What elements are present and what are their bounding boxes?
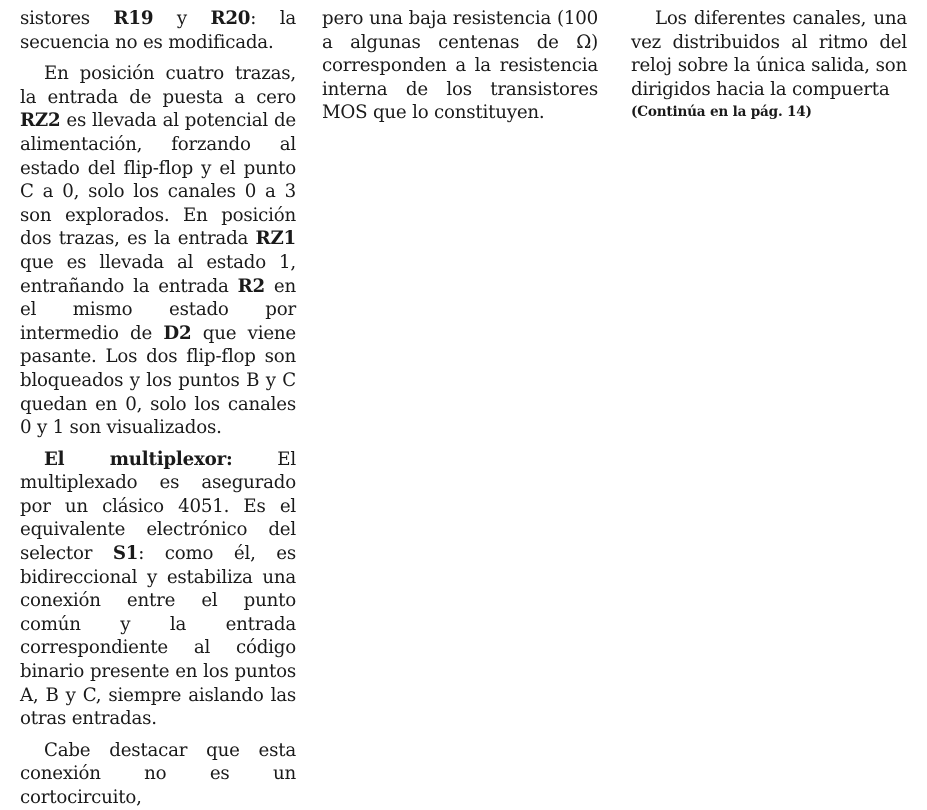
text-run: y (153, 8, 211, 29)
continued-on-page-note: (Continúa en la pág. 14) (631, 104, 812, 121)
bold-term: R2 (237, 275, 265, 297)
paragraph (631, 7, 907, 101)
text-run: que viene pasante. Los dos flip-flop son bloqueados y los puntos B y C quedan en 0, solo los canales 0 y 1 son visualizados. (20, 322, 296, 439)
text-run: sistores (20, 8, 114, 29)
bold-term: S1 (112, 543, 139, 565)
text-run: En posición cuatro trazas, la entrada de puesta a cero (20, 63, 296, 108)
text-run: es llevada al potencial de alimentación, forzando al estado del flip-flop y el punto C a 0, solo los canales 0 a 3 son explorados. En posición dos trazas, es la entrada (20, 110, 296, 250)
text-run: que es llevada al estado 1, entrañando la entrada (20, 251, 296, 297)
section-lead-in: El multiplexor: (44, 448, 233, 470)
bold-term: RZ2 (20, 110, 61, 132)
text-run: : la secuencia no es modificada. (20, 8, 296, 53)
text-run: pero una baja resistencia (100 a algunas centenas de Ω) corresponden a la resistencia interna de los transistores MOS que lo constituyen. (322, 8, 598, 124)
paragraph (20, 448, 296, 731)
paragraph (322, 7, 598, 125)
text-run: Los diferentes canales, una vez distribuidos al ritmo del reloj sobre la única salida, son dirigidos hacia la compuerta (631, 8, 907, 100)
text-run: Cabe destacar que esta conexión no es un cortocircuito, (20, 739, 296, 808)
paragraph (20, 62, 296, 440)
bold-term: R20 (210, 8, 251, 29)
bold-term: D2 (163, 322, 192, 344)
bold-term: R19 (113, 8, 154, 29)
bold-term: RZ1 (255, 228, 296, 250)
paragraph (20, 739, 296, 810)
text-run: en el mismo estado por intermedio de (20, 275, 296, 344)
text-run: : como él, es bidireccional y estabiliza una conexión entre el punto común y la entrada correspondiente al código binario presente en los puntos A, B y C, siempre aislando las otras entradas. (20, 543, 296, 730)
text-run: El multiplexado es asegurado por un clásico 4051. Es el equivalente electrónico del selector (20, 448, 297, 565)
paragraph (20, 7, 296, 54)
text-column-1 (20, 7, 296, 810)
text-column-3 (631, 7, 907, 124)
text-column-2 (322, 7, 598, 125)
